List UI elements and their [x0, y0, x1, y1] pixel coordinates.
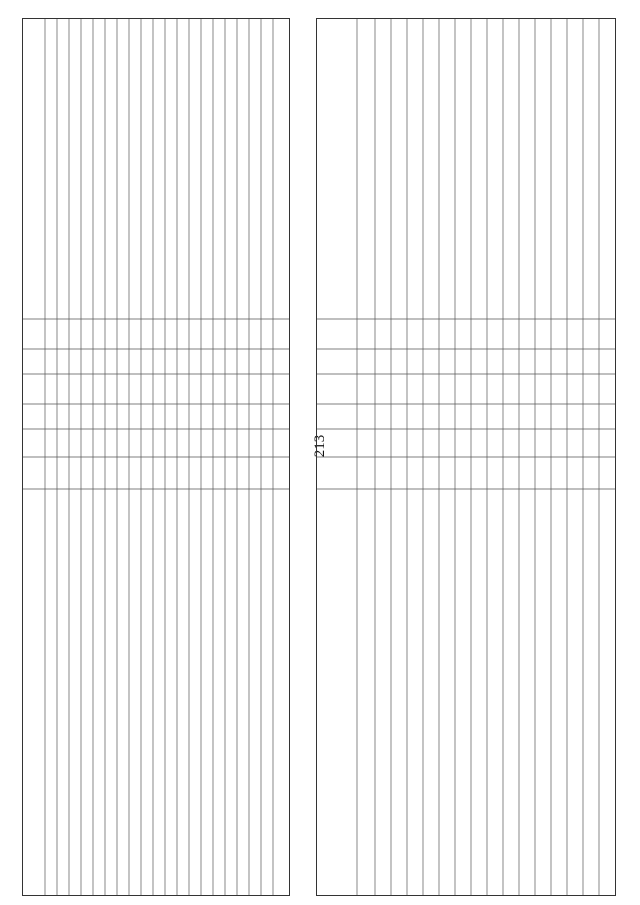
table-lower — [22, 18, 290, 896]
table-upper-grid — [317, 19, 615, 895]
page-number: 213 — [312, 434, 328, 458]
table-lower-grid — [23, 19, 289, 895]
table-upper — [316, 18, 616, 896]
